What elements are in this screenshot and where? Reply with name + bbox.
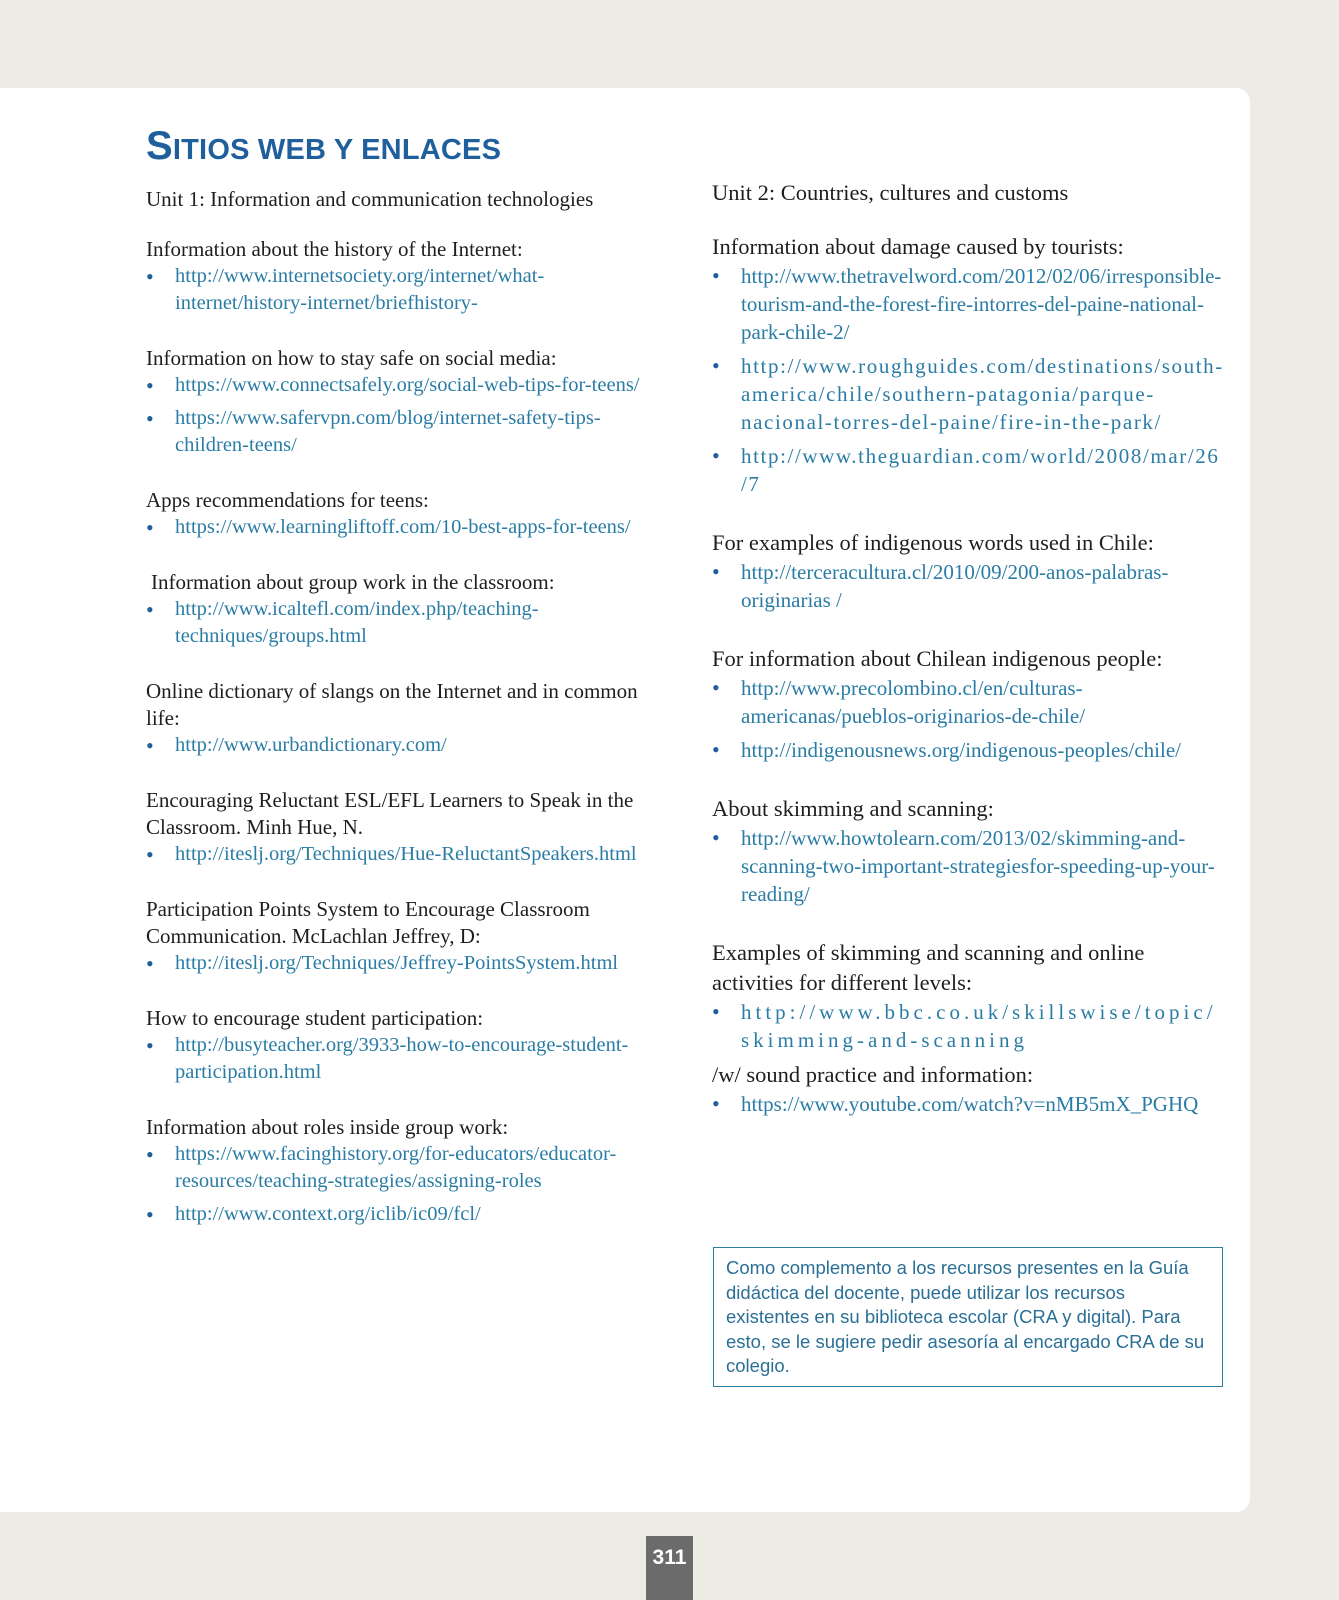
section-heading: Information about roles inside group work: [146,1115,509,1139]
section-slang-dictionary [146,678,656,759]
section-heading: Information about the history of the Internet: [146,237,523,261]
link-internetsociety[interactable]: • http://www.internetsociety.org/internet/what-internet/history-internet/briefhistory- [146,263,656,317]
section-group-work [146,569,656,650]
section-apps-for-teens [146,487,656,541]
link-list [146,263,656,317]
link-safervpn[interactable]: • https://www.safervpn.com/blog/internet-safety-tips-children-teens/ [146,405,656,459]
link-list [712,824,1224,908]
section-heading: Apps recommendations for teens: [146,488,429,512]
title-rest: ITIOS WEB Y ENLACES [172,134,502,166]
section-heading: /w/ sound practice and information: [712,1062,1034,1087]
page-number: 311 [646,1536,693,1600]
link-list [146,1032,656,1086]
link-busyteacher[interactable]: • http://busyteacher.org/3933-how-to-encourage-student-participation.html [146,1032,656,1086]
section-heading: For examples of indigenous words used in Chile: [712,530,1154,555]
link-list [146,1141,656,1228]
section-internet-history [146,236,656,317]
link-iteslj-jeffrey[interactable]: • http://iteslj.org/Techniques/Jeffrey-PointsSystem.html [146,950,656,977]
unit-2-heading: Unit 2: Countries, cultures and customs [712,180,1069,205]
section-heading: Participation Points System to Encourage Classroom Communication. McLachlan Jeffrey, D: [146,897,590,948]
link-precolombino[interactable]: • http://www.precolombino.cl/en/culturas-americanas/pueblos-originarios-de-chile/ [712,674,1224,730]
section-skimming-scanning [712,794,1224,908]
section-w-sound [712,1060,1224,1118]
section-skimming-activities [712,938,1224,1054]
section-participation-points [146,896,656,977]
link-theguardian[interactable]: • http://www.theguardian.com/world/2008/mar/26/7 [712,442,1224,498]
section-indigenous-words [712,528,1224,614]
link-youtube[interactable]: • https://www.youtube.com/watch?v=nMB5mX_PGHQ [712,1090,1224,1118]
title-initial: S [146,124,173,168]
section-heading: Information on how to stay safe on social media: [146,346,557,370]
link-list [712,998,1224,1054]
link-list [146,950,656,977]
link-thetravelword[interactable]: • http://www.thetravelword.com/2012/02/06/irresponsible-tourism-and-the-forest-fire-intorres-del-paine-national-park-chile-2/ [712,262,1224,346]
section-heading: For information about Chilean indigenous people: [712,646,1163,671]
link-context[interactable]: • http://www.context.org/iclib/ic09/fcl/ [146,1201,656,1228]
section-group-roles [146,1114,656,1228]
link-urbandictionary[interactable]: • http://www.urbandictionary.com/ [146,732,656,759]
link-roughguides[interactable]: • http://www.roughguides.com/destinations/south-america/chile/southern-patagonia/parque-nacional-torres-del-paine/fire-in-the-park/ [712,352,1224,436]
link-list [712,262,1224,498]
cra-note-box: Como complemento a los recursos presentes en la Guía didáctica del docente, puede utilizar los recursos existentes en su biblioteca escolar (CRA y digital). Para esto, se le sugiere pedir asesoría al encargado CRA de su colegio. [713,1247,1223,1387]
link-list [712,674,1224,764]
link-list [146,841,656,868]
link-learningliftoff[interactable]: • https://www.learningliftoff.com/10-best-apps-for-teens/ [146,514,656,541]
link-list [146,514,656,541]
section-reluctant-learners [146,787,656,868]
link-indigenousnews[interactable]: • http://indigenousnews.org/indigenous-peoples/chile/ [712,736,1224,764]
link-bbc-skillswise[interactable]: • http://www.bbc.co.uk/skillswise/topic/skimming-and-scanning [712,998,1224,1054]
link-terceracultura[interactable]: • http://terceracultura.cl/2010/09/200-anos-palabras-originarias / [712,558,1224,614]
section-social-media-safety [146,345,656,459]
link-list [146,732,656,759]
link-icaltefl[interactable]: • http://www.icaltefl.com/index.php/teaching-techniques/groups.html [146,596,656,650]
section-indigenous-people [712,644,1224,764]
unit-1-heading: Unit 1: Information and communication technologies [146,187,594,211]
link-list [146,372,656,459]
link-connectsafely[interactable]: • https://www.connectsafely.org/social-web-tips-for-teens/ [146,372,656,399]
page-title [146,124,501,169]
left-column [146,184,656,1256]
section-heading: About skimming and scanning: [712,796,994,821]
link-iteslj-hue[interactable]: • http://iteslj.org/Techniques/Hue-ReluctantSpeakers.html [146,841,656,868]
link-list [712,558,1224,614]
link-list [146,596,656,650]
section-heading: Information about damage caused by tourists: [712,234,1124,259]
section-heading: Online dictionary of slangs on the Internet and in common life: [146,679,638,730]
section-heading: Encouraging Reluctant ESL/EFL Learners to Speak in the Classroom. Minh Hue, N. [146,788,634,839]
section-student-participation [146,1005,656,1086]
section-heading: How to encourage student participation: [146,1006,484,1030]
right-column [712,178,1224,1148]
section-tourist-damage [712,232,1224,498]
link-facinghistory[interactable]: • https://www.facinghistory.org/for-educators/educator-resources/teaching-strategies/assigning-roles [146,1141,656,1195]
section-heading: Examples of skimming and scanning and online activities for different levels: [712,940,1145,995]
section-heading: Information about group work in the classroom: [151,570,555,594]
link-list [712,1090,1224,1118]
link-howtolearn[interactable]: • http://www.howtolearn.com/2013/02/skimming-and-scanning-two-important-strategiesfor-speeding-up-your-reading/ [712,824,1224,908]
